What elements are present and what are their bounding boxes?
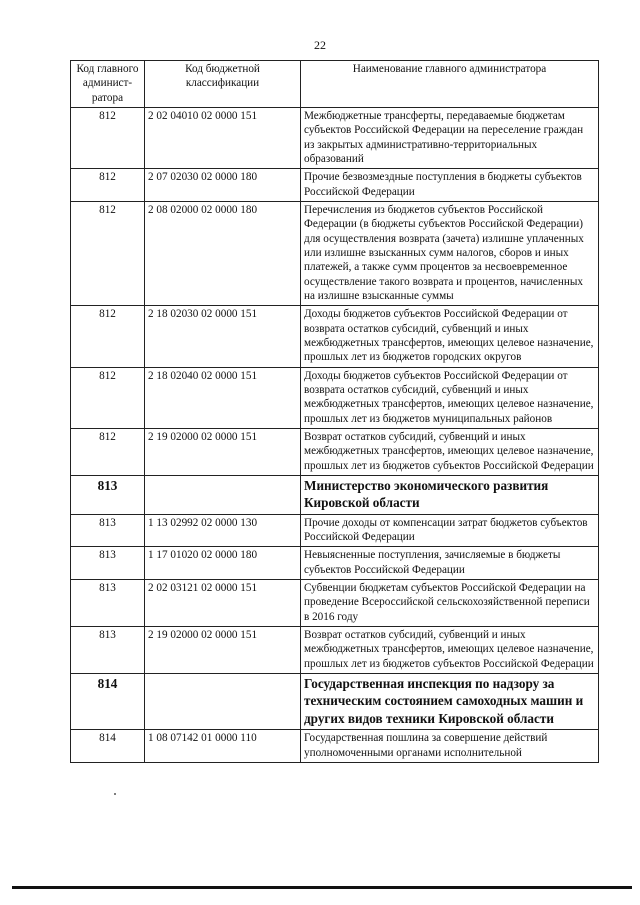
table-row — [71, 306, 599, 367]
admin-code-cell: 812 — [71, 428, 145, 475]
bottom-rule — [12, 886, 632, 889]
admin-name-cell: Доходы бюджетов субъектов Российской Федерации от возврата остатков субсидий, субвенций и иных межбюджетных трансфертов, имеющих целевое назначение, прошлых лет из бюджетов муниципальных районов — [301, 367, 599, 428]
admin-code-cell: 813 — [71, 514, 145, 547]
admin-code-cell: 812 — [71, 201, 145, 305]
table-row — [71, 627, 599, 674]
admin-code-cell: 812 — [71, 306, 145, 367]
budget-code-cell — [145, 673, 301, 729]
admin-code-cell: 812 — [71, 107, 145, 168]
page-number: 22 — [314, 38, 326, 52]
admin-code-cell: 813 — [71, 580, 145, 627]
admin-code-cell: 813 — [71, 627, 145, 674]
ministry-row — [71, 673, 599, 729]
table-row — [71, 514, 599, 547]
admin-name-cell: Возврат остатков субсидий, субвенций и иных межбюджетных трансфертов, имеющих целевое назначение, прошлых лет из бюджетов субъектов Российской Федерации — [301, 428, 599, 475]
table-row — [71, 107, 599, 168]
budget-code-cell: 2 02 03121 02 0000 151 — [145, 580, 301, 627]
header-budget-code: Код бюджетной классификации — [145, 61, 301, 108]
admin-name-cell: Возврат остатков субсидий, субвенций и иных межбюджетных трансфертов, имеющих целевое назначение, прошлых лет из бюджетов субъектов Российской Федерации — [301, 627, 599, 674]
budget-code-cell: 2 18 02030 02 0000 151 — [145, 306, 301, 367]
admin-name-cell: Государственная инспекция по надзору за техническим состоянием самоходных машин и других видов техники Кировской области — [301, 673, 599, 729]
admin-code-cell: 814 — [71, 730, 145, 763]
table-row — [71, 428, 599, 475]
table-row — [71, 201, 599, 305]
admin-name-cell: Доходы бюджетов субъектов Российской Федерации от возврата остатков субсидий, субвенций и иных межбюджетных трансфертов, имеющих целевое назначение, прошлых лет из бюджетов городских округов — [301, 306, 599, 367]
admin-code-cell: 814 — [71, 673, 145, 729]
ministry-row — [71, 475, 599, 514]
budget-code-cell: 2 19 02000 02 0000 151 — [145, 428, 301, 475]
table-row — [71, 547, 599, 580]
budget-code-cell: 2 08 02000 02 0000 180 — [145, 201, 301, 305]
budget-code-cell: 2 07 02030 02 0000 180 — [145, 169, 301, 202]
admin-code-cell: 812 — [71, 169, 145, 202]
table-row — [71, 580, 599, 627]
admin-code-cell: 813 — [71, 547, 145, 580]
admin-name-cell: Прочие безвозмездные поступления в бюджеты субъектов Российской Федерации — [301, 169, 599, 202]
admin-code-cell: 813 — [71, 475, 145, 514]
table-row — [71, 730, 599, 763]
admin-name-cell: Прочие доходы от компенсации затрат бюджетов субъектов Российской Федерации — [301, 514, 599, 547]
admin-name-cell: Министерство экономического развития Кировской области — [301, 475, 599, 514]
table-header-row — [71, 61, 599, 108]
admin-name-cell: Перечисления из бюджетов субъектов Российской Федерации (в бюджеты субъектов Российской Федерации) для осуществления возврата (зачета) излишне уплаченных или излишне взысканных сумм налогов, сборов и иных платежей, а также сумм процентов за несвоевременное осуществление такого возврата и процентов, начисленных на излишне взысканные суммы — [301, 201, 599, 305]
budget-code-cell: 1 13 02992 02 0000 130 — [145, 514, 301, 547]
budget-classification-table — [70, 60, 599, 763]
admin-name-cell: Субвенции бюджетам субъектов Российской Федерации на проведение Всероссийской сельскохозяйственной переписи в 2016 году — [301, 580, 599, 627]
budget-code-cell: 2 19 02000 02 0000 151 — [145, 627, 301, 674]
stray-dot-mark — [114, 793, 116, 795]
admin-name-cell: Невыясненные поступления, зачисляемые в бюджеты субъектов Российской Федерации — [301, 547, 599, 580]
budget-code-cell: 1 17 01020 02 0000 180 — [145, 547, 301, 580]
table-row — [71, 169, 599, 202]
table-body — [71, 107, 599, 762]
admin-name-cell: Межбюджетные трансферты, передаваемые бюджетам субъектов Российской Федерации на переселение граждан из закрытых административно-территориальных образований — [301, 107, 599, 168]
budget-code-cell: 2 02 04010 02 0000 151 — [145, 107, 301, 168]
header-admin-name: Наименование главного администратора — [301, 61, 599, 108]
budget-code-cell: 2 18 02040 02 0000 151 — [145, 367, 301, 428]
budget-code-cell: 1 08 07142 01 0000 110 — [145, 730, 301, 763]
header-admin-code: Код главного админист-ратора — [71, 61, 145, 108]
table-row — [71, 367, 599, 428]
admin-code-cell: 812 — [71, 367, 145, 428]
budget-code-cell — [145, 475, 301, 514]
admin-name-cell: Государственная пошлина за совершение действий уполномоченными органами исполнительной — [301, 730, 599, 763]
